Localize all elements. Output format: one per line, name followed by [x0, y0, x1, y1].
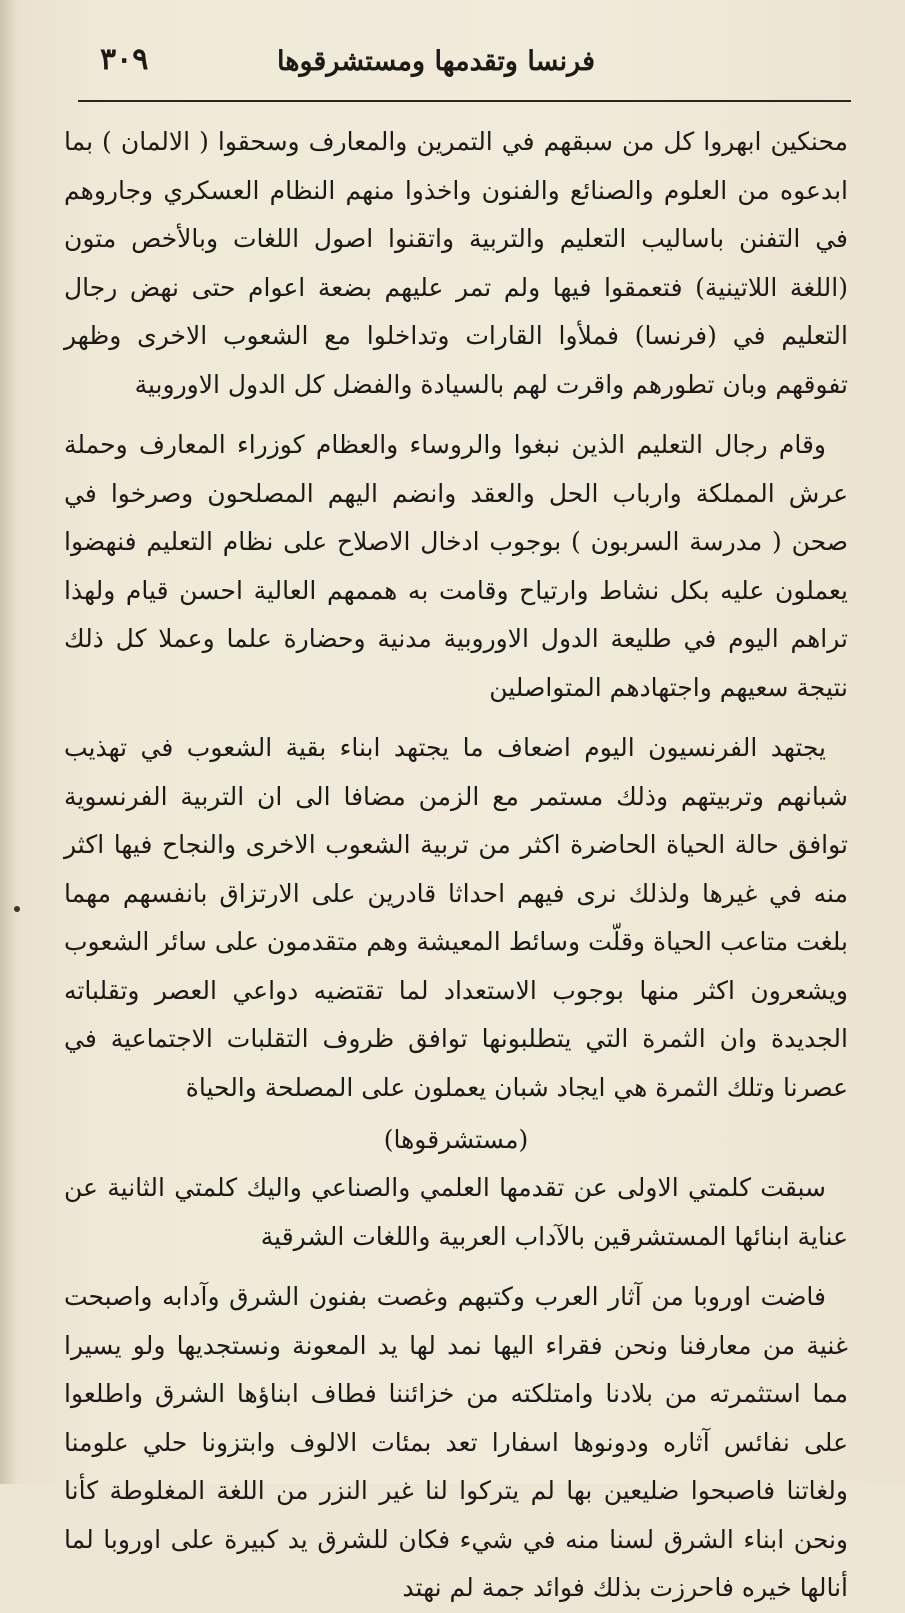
- page-number: ٣٠٩: [100, 42, 149, 77]
- section-paragraph-1: سبقت كلمتي الاولى عن تقدمها العلمي والصناعي واليك كلمتي الثانية عن عناية ابنائها المستشرقين بالآداب العربية واللغات الشرقية: [64, 1173, 848, 1251]
- header-rule: [78, 100, 851, 102]
- margin-dot: [14, 906, 20, 912]
- page-gutter-shadow: [0, 0, 18, 1484]
- running-title: فرنسا وتقدمها ومستشرقوها: [277, 46, 595, 77]
- paragraph-2: وقام رجال التعليم الذين نبغوا والروساء والعظام كوزراء المعارف وحملة عرش المملكة وارباب الحل والعقد وانضم اليهم المصلحون وصرخوا في صحن ( مدرسة السربون ) بوجوب ادخال الاصلاح على نظام التعليم فنهضوا يعملون عليه بكل نشاط وارتياح وقامت به هممهم العالية احسن قيام ولهذا تراهم اليوم في طليعة الدول الاوروبية مدنية وحضارة علما وعملا كل ذلك نتيجة سعيهم واجتهادهم المتواصلين: [64, 430, 848, 702]
- body-text: [64, 118, 848, 1613]
- section-paragraph-2: فاضت اوروبا من آثار العرب وكتبهم وغصت بفنون الشرق وآدابه واصبحت غنية من معارفنا ونحن فقراء اليها نمد لها يد المعونة ونستجديها ولو يسيرا مما استثمرته من بلادنا وامتلكته من خزائننا فطاف ابناؤها الشرق واطلعوا على نفائس آثاره ودونوها اسفارا تعد بمئات الالوف وابتزونا حلي علومنا ولغاتنا فاصبحوا ضليعين بها لم يتركوا لنا غير النزر من اللغة المغلوطة كأنا ونحن ابناء الشرق لسنا منه في شيء فكان للشرق يد كبيرة على اوروبا لما أنالها خيره فاحرزت بذلك فوائد جمة لم نهتد: [64, 1282, 848, 1602]
- paragraph-3: يجتهد الفرنسيون اليوم اضعاف ما يجتهد ابناء بقية الشعوب في تهذيب شبانهم وتربيتهم وذلك مستمر مع الزمن مضافا الى ان التربية الفرنسوية توافق حالة الحياة الحاضرة اكثر من تربية الشعوب الاخرى والنجاح فيها اكثر منه في غيرها ولذلك نرى فيهم احداثا قادرين على الارتزاق بانفسهم مهما بلغت متاعب الحياة وقلّت وسائط المعيشة وهم متقدمون على سائر الشعوب ويشعرون اكثر منها بوجوب الاستعداد لما تقتضيه دواعي العصر وتقلباته الجديدة وان الثمرة التي يتطلبونها توافق ظروف التقلبات الاجتماعية في عصرنا وتلك الثمرة هي ايجاد شبان يعملون على المصلحة والحياة: [64, 733, 848, 1102]
- page-header: [88, 40, 850, 100]
- paragraph-1: محنكين ابهروا كل من سبقهم في التمرين والمعارف وسحقوا ( الالمان ) بما ابدعوه من العلوم والصنائع والفنون واخذوا منهم النظام العسكري وجاروهم في التفنن باساليب التعليم والتربية واتقنوا اصول اللغات وبالأخص متون (اللغة اللاتينية) فتعمقوا فيها ولم تمر عليهم بضعة اعوام حتى نهض رجال التعليم في (فرنسا) فملأوا القارات وتداخلوا مع الشعوب الاخرى وظهر تفوقهم وبان تطورهم واقرت لهم بالسيادة والفضل كل الدول الاوروبية: [64, 127, 848, 399]
- section-heading: (مستشرقوها): [383, 1125, 529, 1154]
